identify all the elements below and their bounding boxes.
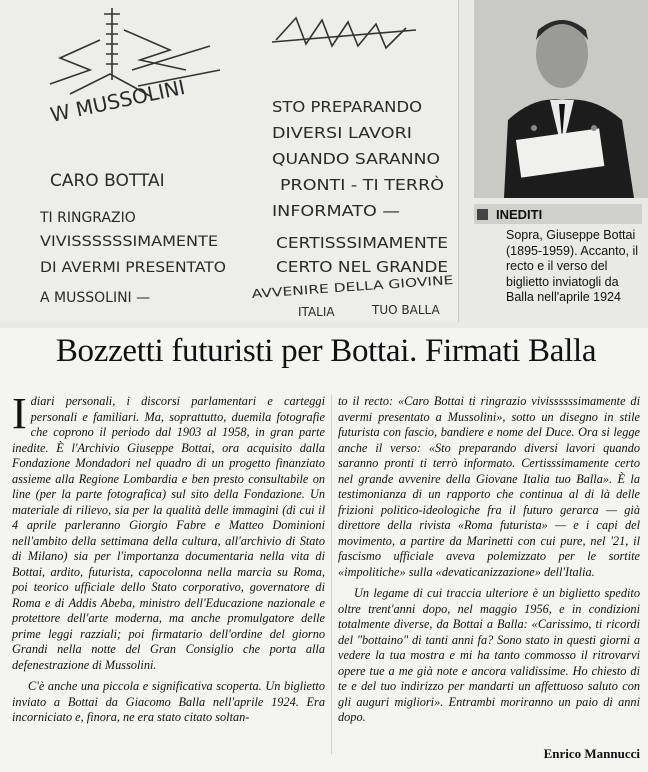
verso-line-2: DIVERSI LAVORI: [272, 124, 412, 142]
article-paragraph: Un legame di cui traccia ulteriore è un biglietto spedito oltre trent'anni dopo, nel maggio 1956, e in condizioni totalmente diverse, da Bottai a Balla: «Carissimo, ti ricordi del "bottaino" di tanti anni fa? Sono stato in questi giorni a vedere la tua mostra e mi ha tanto commosso il ritrovarvi opere tue a me già note e ancora validissime. Ho chiesto di te e del tuo indirizzo per mandarti un affettuoso saluto con gli auguri migliori». Entrambi moriranno un paio di anni dopo.: [338, 586, 640, 724]
verso-line-6: CERTISSSIMAMENTE: [276, 234, 448, 252]
author-byline: Enrico Mannucci: [543, 746, 640, 761]
verso-line-7: CERTO NEL GRANDE: [276, 258, 448, 276]
square-bullet-icon: [477, 209, 488, 220]
recto-handwriting: [0, 0, 236, 322]
portrait-figure-icon: [474, 0, 648, 198]
verso-line-5: INFORMATO —: [272, 202, 400, 220]
futurist-sketch-icon: [50, 8, 220, 96]
section-tag-label: INEDITI: [496, 206, 543, 222]
verso-line-4: PRONTI - TI TERRÒ: [280, 176, 421, 194]
verso-line-9: ITALIA: [298, 305, 335, 319]
column-divider: [331, 394, 332, 754]
photo-caption: Sopra, Giuseppe Bottai (1895-1959). Accanto, il recto e il verso del biglietto inviatogli da Balla nell'aprile 1924: [506, 228, 639, 304]
verso-line-3: QUANDO SARANNO: [272, 150, 440, 168]
bottai-portrait-photo: [474, 0, 648, 198]
section-tag: [474, 204, 642, 224]
recto-line-3: VIVISSSSSSIMAMENTE: [40, 234, 218, 250]
recto-heading: W MUSSOLINI: [48, 74, 188, 127]
verso-signature: TUO BALLA: [372, 303, 440, 317]
article-paragraph: to il recto: «Caro Bottai ti ringrazio vivissssssimamente di avermi presentato a Mussolini», sotto un disegno in stile futurista con fascio, bandiere e nome del Duce. Ora si legge anche il verso: «Sto preparando diversi lavori quando saranno pronti ti terrò informato. Certisssimamente certo nel grande avvenire della Giovane Italia tuo Balla». È la testimonianza di un rapporto che continua al di là delle frizioni politico-ideologiche fra il futuro gerarca — già direttore della rivista «Roma futurista» — e i capi del movimento, a partire da Marinetti con cui pure, nel '21, il fascismo ufficiale aveva polemizzato per le sortite «impolitiche» sulla «devaticanizzazione» dell'Italia.: [338, 394, 640, 579]
verso-handwriting: [236, 0, 458, 322]
article-column-left: [12, 389, 325, 732]
recto-line-4: DI AVERMI PRESENTATO: [40, 260, 226, 276]
illustration-strip: [0, 0, 648, 328]
article-paragraph: [12, 389, 325, 673]
verso-heading: ITALIA: [292, 26, 326, 39]
article-paragraph: C'è anche una piccola e significativa scoperta. Un biglietto inviato a Bottai da Giacomo Balla nell'aprile 1924. Era incorniciato e, finora, ne era stato citato soltan-: [12, 679, 325, 724]
recto-line-2: TI RINGRAZIO: [40, 210, 136, 226]
recto-line-1: CARO BOTTAI: [50, 171, 165, 191]
verso-line-8: AVVENIRE DELLA GIOVINE: [251, 276, 409, 301]
postcard-recto: [0, 0, 237, 322]
postcard-verso: [236, 0, 459, 322]
article-column-right: [338, 394, 640, 732]
verso-line-1: STO PREPARANDO: [272, 98, 422, 116]
caption-box: [474, 204, 642, 318]
drop-cap: I: [12, 389, 27, 438]
paragraph-text: diari personali, i discorsi parlamentari e carteggi personali e familiari. Ma, soprattutto, duemila fotografie che coprono il periodo dal 1903 al 1958, in gran parte inedite. È l'Archivio Giuseppe Bottai, ora acquisito dalla Fondazione Mondadori nel quadro di un progetto finanziato assieme alla Regione Lombardia e ben presto consultabile on line (per la parte fotografica) sul sito della Fondazione. Un materiale di rilievo, sia per la qualità delle immagini (di cui il 4 aprile parleranno Giorgio Fabre e Matteo Dominioni nell'ambito della settimana della cultura, all'archivio di Stato di Milano) sia per l'importanza documentaria nella vita di Bottai, ardito, futurista, capocolonna nella marcia su Roma, poi teorico ufficiale dello Stato corporativo, governatore di Roma e di Addis Abeba, ministro dell'Educazione nazionale e protettore dell'arte moderna, ma anche promulgatore delle prime leggi razziali; poi firmatario dell'ordine del giorno Grandi nella notte del Gran Consiglio che porta alla defenestrazione di Mussolini.: [12, 394, 325, 672]
article-headline: Bozzetti futuristi per Bottai. Firmati Balla: [55, 333, 597, 369]
recto-line-5: A MUSSOLINI —: [40, 290, 151, 306]
